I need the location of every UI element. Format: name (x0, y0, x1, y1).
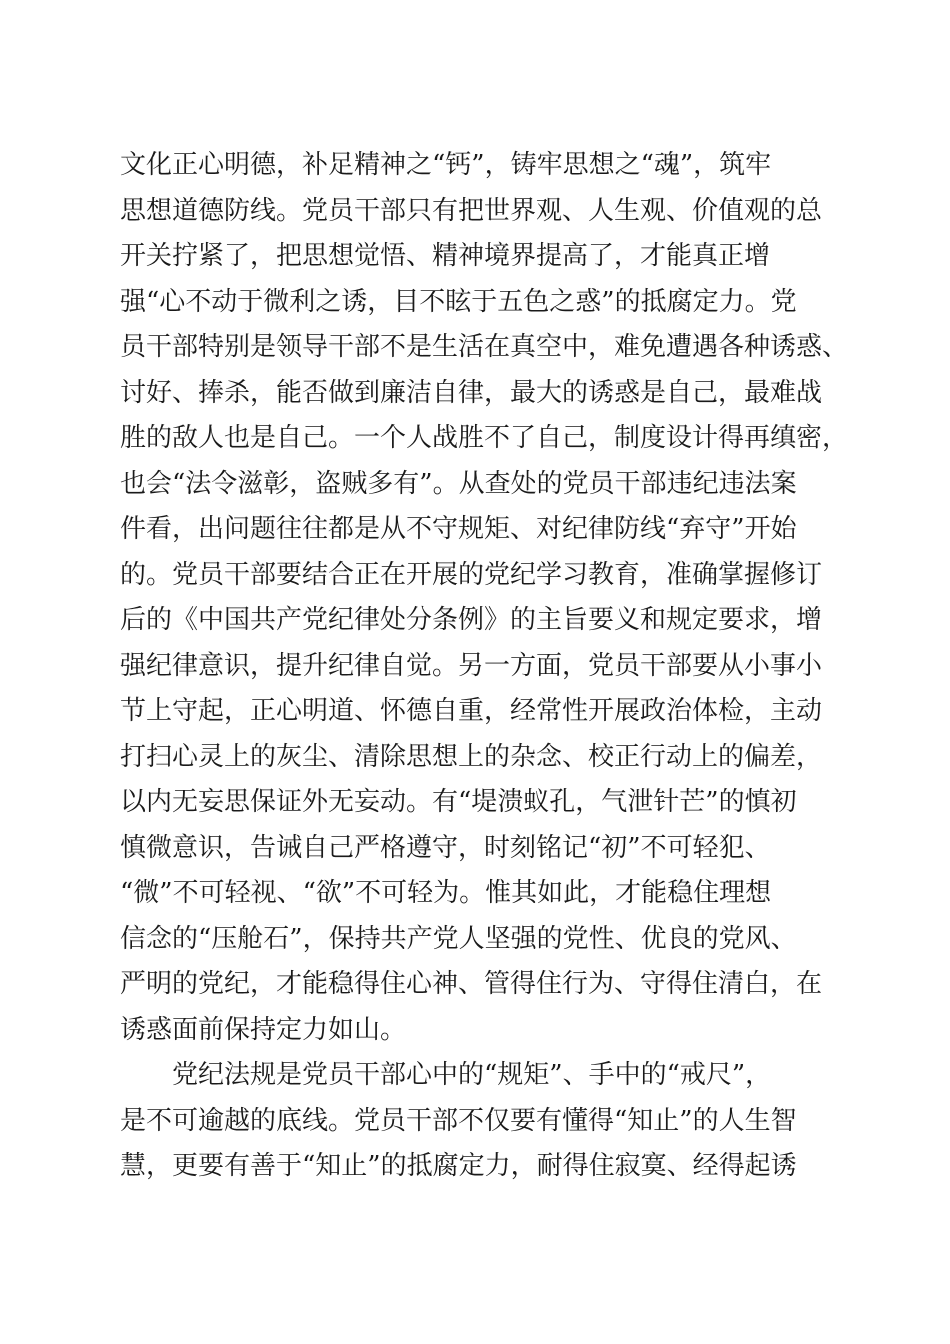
text-line: 信念的“压舱石”，保持共产党人坚强的党性、优良的党风、 (120, 923, 797, 954)
text-line: 诱惑面前保持定力如山。 (120, 1014, 407, 1045)
text-line: 严明的党纪，才能稳得住心神、管得住行为、守得住清白，在 (120, 969, 823, 999)
text-line: 员干部特别是领导干部不是生活在真空中，难免遭遇各种诱惑、 (120, 332, 849, 362)
text-line: 慧，更要有善于“知止”的抵腐定力，耐得住寂寞、经得起诱 (120, 1151, 797, 1181)
body-text (120, 143, 849, 1190)
text-line: 慎微意识，告诫自己严格遵守，时刻铭记“初”不可轻犯、 (120, 832, 771, 863)
text-line: 讨好、捧杀，能否做到廉洁自律，最大的诱惑是自己，最难战 (120, 377, 823, 408)
text-line: 是不可逾越的底线。党员干部不仅要有懂得“知止”的人生智 (120, 1105, 797, 1136)
text-line: “微”不可轻视、“欲”不可轻为。惟其如此，才能稳住理想 (120, 878, 772, 908)
text-line: 的。党员干部要结合正在开展的党纪学习教育，准确掌握修订 (120, 559, 823, 590)
text-line: 开关拧紧了，把思想觉悟、精神境界提高了，才能真正增 (120, 241, 771, 271)
text-line: 思想道德防线。党员干部只有把世界观、人生观、价值观的总 (120, 195, 823, 226)
text-line: 件看，出问题往往都是从不守规矩、对纪律防线“弃守”开始 (120, 514, 797, 544)
text-line: 强“心不动于微利之诱，目不眩于五色之惑”的抵腐定力。党 (120, 286, 797, 317)
text-line: 打扫心灵上的灰尘、清除思想上的杂念、校正行动上的偏差， (120, 741, 823, 772)
text-line: 后的《中国共产党纪律处分条例》的主旨要义和规定要求，增 (120, 605, 823, 635)
text-line: 强纪律意识，提升纪律自觉。另一方面，党员干部要从小事小 (120, 650, 823, 681)
text-line: 也会“法令滋彰，盗贼多有”。从查处的党员干部违纪违法案 (120, 468, 797, 499)
text-line: 节上守起，正心明道、怀德自重，经常性开展政治体检，主动 (120, 696, 823, 726)
paragraph-start-line: 党纪法规是党员干部心中的“规矩”、手中的“戒尺”， (172, 1060, 772, 1090)
text-line: 文化正心明德，补足精神之“钙”，铸牢思想之“魂”，筑牢 (120, 150, 772, 180)
text-line: 以内无妄思保证外无妄动。有“堤溃蚁孔，气泄针芒”的慎初 (120, 787, 797, 817)
text-line: 胜的敌人也是自己。一个人战胜不了自己，制度设计得再缜密， (120, 423, 849, 453)
